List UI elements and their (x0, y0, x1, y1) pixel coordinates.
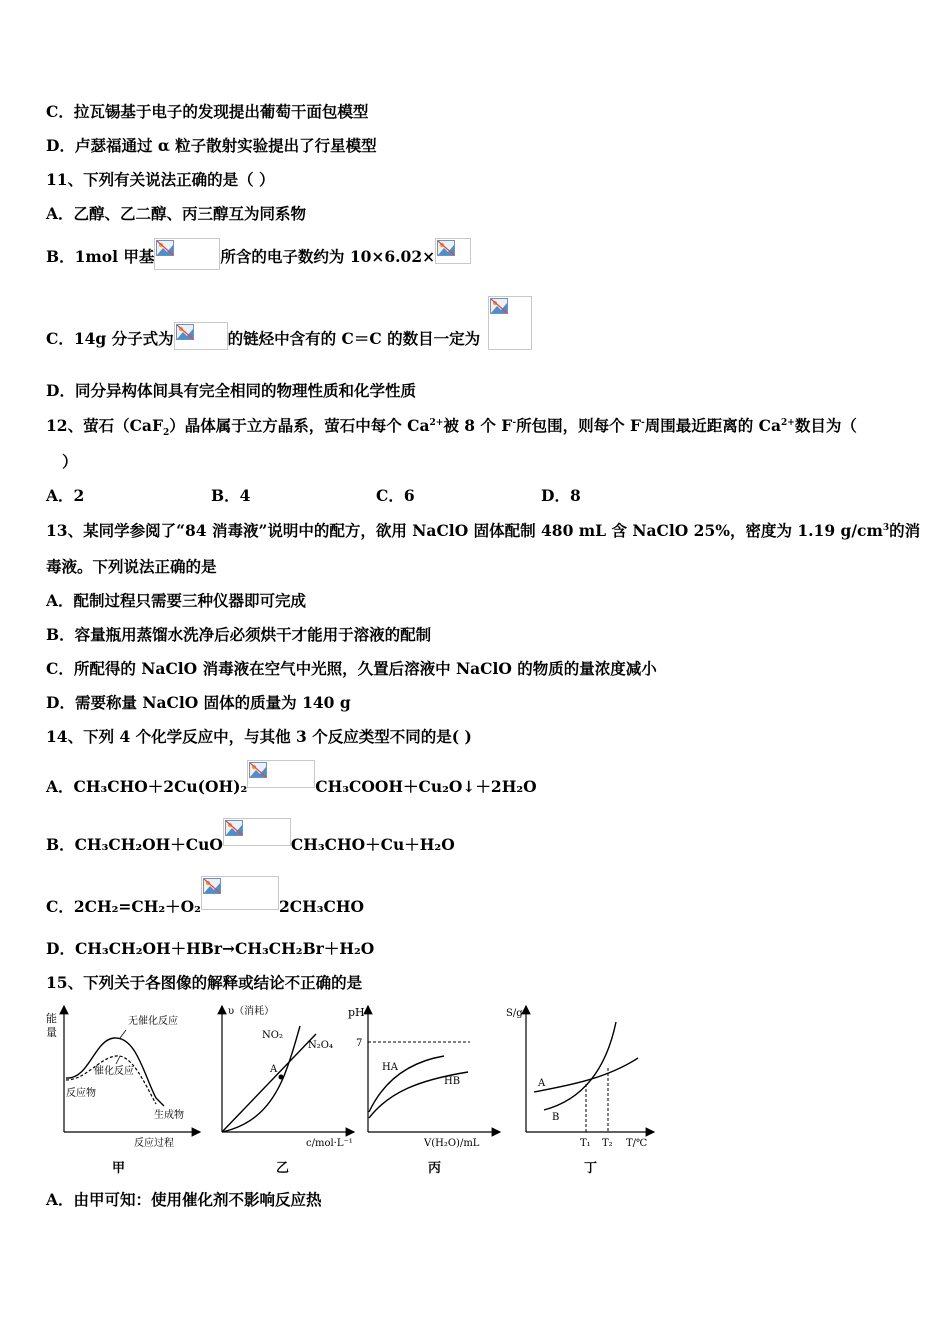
broken-image-icon (488, 296, 532, 350)
q14c-right: 2CH₃CHO (278, 897, 364, 916)
jia-curve-catalyzed: 催化反应 (94, 1066, 134, 1077)
yi-point-a: A (270, 1064, 278, 1075)
q12-t5: 周围最近距离的 Ca (644, 416, 781, 435)
q13-option-c: C．所配得的 NaClO 消毒液在空气中光照，久置后溶液中 NaClO 的物质的量浓度减小 (46, 659, 657, 678)
bing-series-hb: HB (444, 1076, 461, 1087)
jia-ylabel-1: 能 (46, 1012, 57, 1025)
ding-t1: T₁ (580, 1138, 591, 1149)
q11c-line (46, 322, 480, 350)
broken-image-icon (435, 238, 471, 264)
ding-caption: 丁 (584, 1161, 598, 1176)
q14-option-b (46, 818, 455, 855)
q14c-left: C．2CH₂=CH₂＋O₂ (46, 897, 201, 916)
jia-xlabel: 反应过程 (134, 1138, 174, 1149)
yi-series-n2o4: N₂O₄ (308, 1040, 333, 1051)
broken-image-icon (223, 818, 291, 846)
figure-yi (222, 1004, 354, 1176)
q15-option-a: A．由甲可知：使用催化剂不影响反应热 (46, 1190, 322, 1209)
q12-sub: 2 (162, 428, 170, 439)
q15-stem: 15、下列关于各图像的解释或结论不正确的是 (46, 973, 363, 992)
q12-stem-cont: ） (62, 452, 78, 471)
q14-option-c (46, 876, 364, 917)
q13-option-b: B．容量瓶用蒸馏水洗净后必须烘干才能用于溶液的配制 (46, 625, 432, 644)
q12-t6: 数目为（ (794, 416, 857, 435)
ding-xlabel: T/℃ (626, 1138, 648, 1149)
q13-t2: 的消 (889, 521, 921, 540)
q12-sup2: - (512, 417, 517, 428)
q14a-right: CH₃COOH＋Cu₂O↓＋2H₂O (315, 777, 537, 796)
jia-product: 生成物 (154, 1110, 184, 1121)
q13-option-a: A．配制过程只需要三种仪器即可完成 (46, 591, 307, 610)
jia-caption: 甲 (112, 1161, 126, 1176)
bing-ylabel: pH (348, 1006, 365, 1019)
figure-bing (348, 1006, 500, 1176)
q10-option-c: C．拉瓦锡基于电子的发现提出葡萄干面包模型 (46, 102, 369, 121)
jia-ylabel-2: 量 (46, 1026, 57, 1039)
q13-option-d: D．需要称量 NaClO 固体的质量为 140 g (46, 693, 351, 712)
q11-option-a: A．乙醇、乙二醇、丙三醇互为同系物 (46, 204, 307, 223)
figure-jia (46, 1006, 200, 1176)
q12-option-b: B．4 (211, 486, 251, 505)
broken-image-icon (247, 760, 315, 788)
yi-xlabel: c/mol·L⁻¹ (306, 1138, 353, 1149)
q13-sup: 3 (882, 522, 890, 533)
q12-t1: 12、萤石（CaF (46, 416, 163, 435)
ding-series-a: A (538, 1078, 546, 1089)
yi-series-no2: NO₂ (262, 1030, 283, 1041)
yi-ylabel: υ（消耗） (228, 1006, 275, 1017)
broken-image-icon (154, 238, 220, 270)
broken-image-icon (174, 322, 228, 350)
q14-stem: 14、下列 4 个化学反应中，与其他 3 个反应类型不同的是( ) (46, 727, 472, 746)
q12-option-c: C．6 (376, 486, 415, 505)
q14b-left: B．CH₃CH₂OH＋CuO (46, 835, 223, 854)
q14a-left: A．CH₃CHO＋2Cu(OH)₂ (46, 777, 248, 796)
q11-option-b (46, 238, 471, 270)
yi-caption: 乙 (276, 1161, 290, 1176)
q12-sup1: 2+ (429, 417, 444, 428)
q11c-text-pre: C．14g 分子式为 (46, 329, 174, 348)
ding-ylabel: S/g (506, 1008, 523, 1019)
q11b-text-mid: 所含的电子数约为 10×6.02× (220, 247, 436, 266)
q11b-text-pre: B．1mol 甲基 (46, 247, 155, 266)
jia-reactant: 反应物 (66, 1088, 96, 1099)
q11-option-d: D．同分异构体间具有完全相同的物理性质和化学性质 (46, 381, 416, 400)
bing-caption: 丙 (428, 1161, 442, 1176)
q15-figures (44, 1000, 664, 1180)
q11-stem: 11、下列有关说法正确的是（ ） (46, 170, 275, 189)
q12-t2: ）晶体属于立方晶系，萤石中每个 Ca (169, 416, 430, 435)
jia-curve-uncatalyzed: 无催化反应 (128, 1016, 178, 1027)
q12-t3: 被 8 个 F (443, 416, 513, 435)
q12-t4: 所包围，则每个 F (516, 416, 641, 435)
bing-series-ha: HA (382, 1062, 398, 1073)
q10-option-d: D．卢瑟福通过 α 粒子散射实验提出了行星模型 (46, 136, 377, 155)
broken-image-icon (201, 876, 279, 910)
figure-ding (506, 1006, 654, 1176)
q12-option-d: D．8 (541, 486, 581, 505)
ding-series-b: B (552, 1112, 560, 1123)
q14b-right: CH₃CHO＋Cu＋H₂O (290, 835, 455, 854)
q13-stem-cont: 毒液。下列说法正确的是 (46, 557, 217, 576)
q12-stem (46, 416, 857, 439)
q14-option-d: D．CH₃CH₂OH＋HBr→CH₃CH₂Br＋H₂O (46, 939, 375, 958)
bing-tick-7: 7 (356, 1038, 363, 1049)
q12-sup4: 2+ (781, 417, 795, 428)
q13-stem (46, 521, 920, 541)
q12-option-a: A．2 (46, 486, 85, 505)
ding-t2: T₂ (602, 1138, 613, 1149)
q12-sup3: - (640, 417, 645, 428)
q14-option-a (46, 760, 537, 797)
q13-t1: 13、某同学参阅了“84 消毒液”说明中的配方，欲用 NaClO 固体配制 480 mL 含 NaClO 25%，密度为 1.19 g/cm (46, 521, 883, 540)
q11c-text-mid: 的链烃中含有的 C＝C 的数目一定为 (227, 329, 481, 348)
bing-xlabel: V(H₂O)/mL (424, 1138, 480, 1149)
